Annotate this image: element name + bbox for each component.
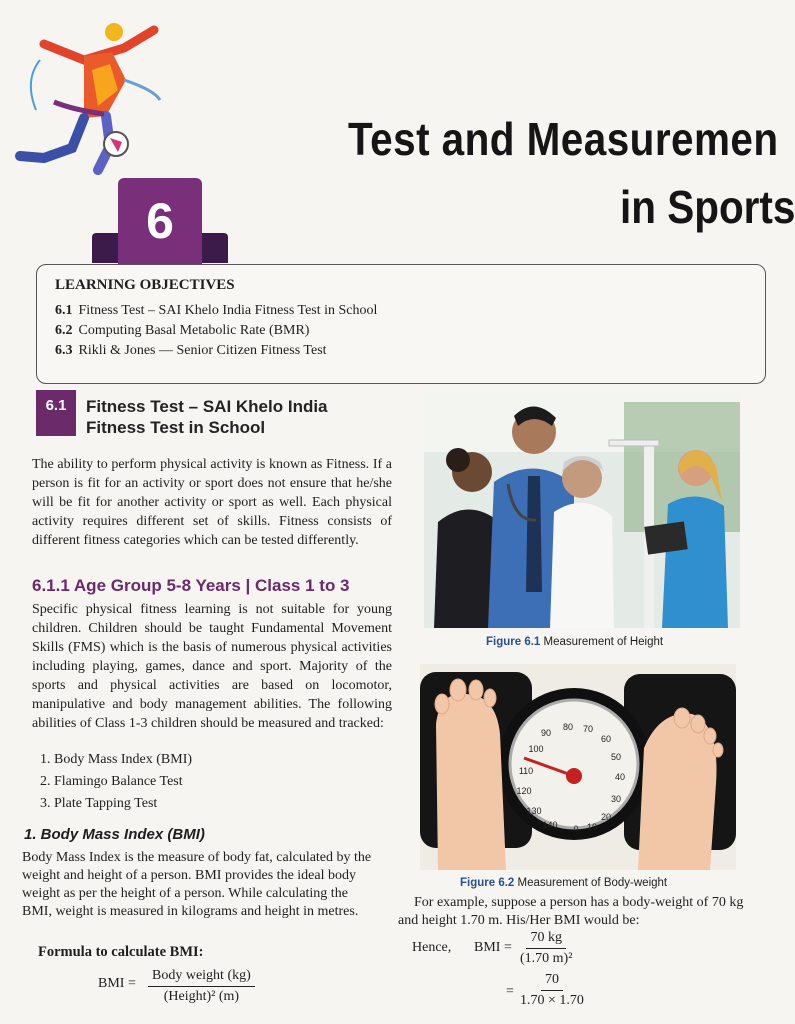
example-lhs: BMI = [474,940,512,955]
objective-number: 6.1 [55,303,73,318]
list-item: 1. Body Mass Index (BMI) [40,752,193,767]
figure-label: Figure 6.1 [486,636,541,648]
objective-text: Computing Basal Metabolic Rate (BMR) [78,323,310,338]
objectives-title: LEARNING OBJECTIVES [55,277,235,293]
section-intro-paragraph: The ability to perform physical activity is known as Fitness. If a person is fit for an activity or sport does not ensure that he/she will be fit for another activity or sport as well. Each physical activity requires different set of skills. Fitness consists of different fitness categories which can be tested differently. [32,457,392,548]
example-fraction-2 [520,972,584,1009]
bmi-paragraph: Body Mass Index is the measure of body fat, calculated by the weight and height of a person. BMI provides the ideal body weight as per the height of a person. While calculating the BMI, weight is measured in kilograms and height in metres. [22,850,372,919]
example-numerator-2: 70 [541,972,563,991]
example-denominator: (1.70 m)² [520,951,573,966]
subsection-paragraph: Specific physical fitness learning is not suitable for young children. Children should be taught Fundamental Movement Skills (FMS) which is the basis of numerous physical activities including playing, games, dance and sport. Majority of the sports and physical activities are based on locomotor, manipulative and body management abilities. The following abilities of Class 1-3 children should be measured and tracked: [32,602,392,731]
formula-numerator: Body weight (kg) [148,968,255,987]
scale-number: 120 [516,786,532,796]
scale-number: 110 [518,766,534,776]
learning-objectives-box [36,264,766,384]
figure-caption [460,877,667,889]
subsection-title: 6.1.1 Age Group 5-8 Years | Class 1 to 3 [32,576,350,595]
chapter-title-line1: Test and Measuremen [348,113,779,165]
scale-number: 40 [614,772,626,782]
objective-number: 6.2 [55,323,73,338]
scale-number: 140 [542,820,558,830]
height-measurement-photo [424,392,740,628]
scale-number: 50 [610,752,622,762]
objective-text: Fitness Test – SAI Khelo India Fitness Test in School [78,303,378,318]
objective-item [55,343,327,359]
section-title: Fitness Test – SAI Khelo India Fitness Test in School [86,397,328,437]
weighing-scale-photo [420,664,736,870]
example-numerator: 70 kg [526,930,566,949]
list-item: 3. Plate Tapping Test [40,796,158,811]
formula-denominator: (Height)² (m) [163,989,240,1004]
scale-number: 20 [600,812,612,822]
scale-number: 90 [540,728,552,738]
example-hence: Hence, [412,940,452,955]
objective-item [55,303,377,319]
section-number-badge: 6.1 [36,390,76,436]
figure-label: Figure 6.2 [460,877,515,889]
example-denominator-2: 1.70 × 1.70 [520,993,584,1008]
scale-number: 0 [573,824,579,834]
chapter-title-line2: in Sports [620,181,795,233]
list-item: 2. Flamingo Balance Test [40,774,183,789]
scale-number: 130 [526,806,542,816]
objective-text: Rikli & Jones — Senior Citizen Fitness Test [78,343,327,358]
chapter-number-badge: 6 [118,178,202,264]
scale-number: 30 [610,794,622,804]
objective-number: 6.3 [55,343,73,358]
scale-number: 80 [562,722,574,732]
figure-caption-text: Measurement of Body-weight [517,877,668,889]
bmi-heading: 1. Body Mass Index (BMI) [24,826,205,843]
scale-number: 60 [600,734,612,744]
objective-item [55,323,309,339]
formula-heading: Formula to calculate BMI: [38,944,204,960]
example-fraction [520,930,572,967]
figure-caption [486,636,663,648]
example-equals: = [506,984,514,999]
scale-number: 100 [528,744,544,754]
bmi-formula-fraction [148,968,255,1005]
scale-number: 10 [586,822,598,832]
scale-number: 70 [582,724,594,734]
footballer-illustration [14,20,164,180]
formula-lhs: BMI = [98,976,136,991]
example-paragraph: For example, suppose a person has a body-weight of 70 kg and height 1.70 m. His/Her BMI would be: [398,895,744,928]
figure-caption-text: Measurement of Height [543,636,664,648]
